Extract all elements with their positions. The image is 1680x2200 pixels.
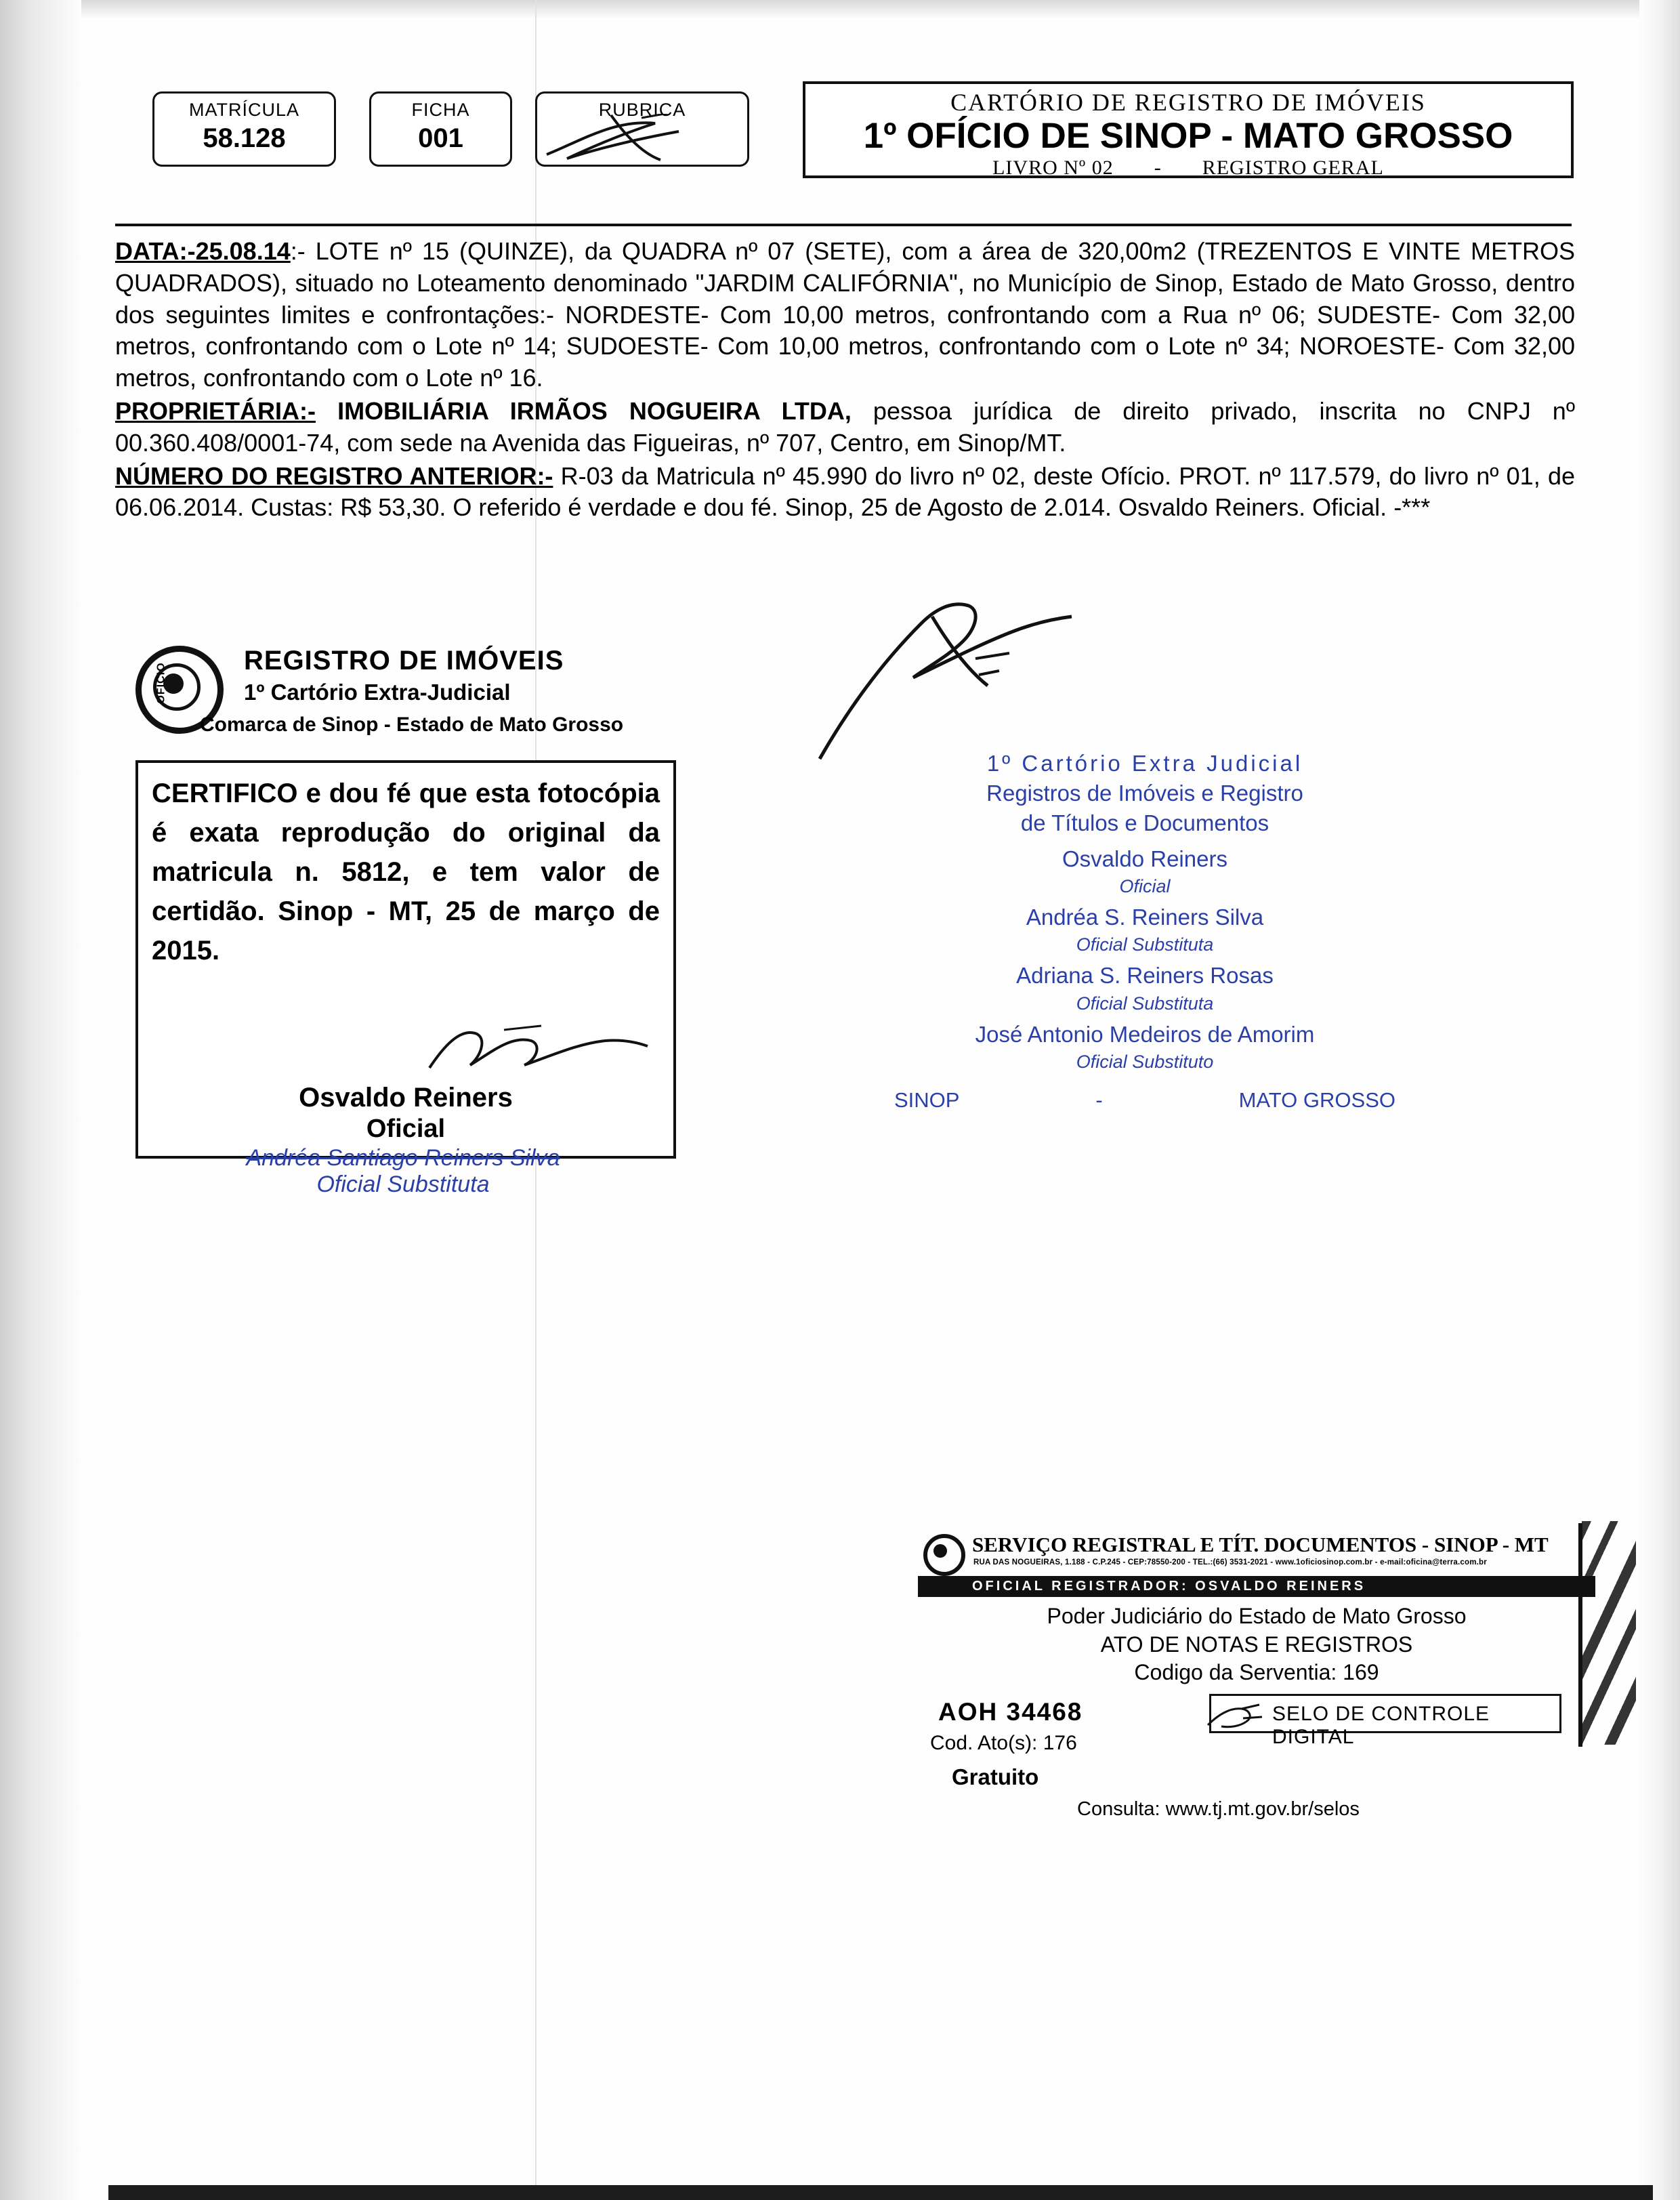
center-stamp-line2: Registros de Imóveis e Registro [986,781,1303,806]
owner-label: PROPRIETÁRIA:- [115,396,316,425]
center-person-2-role: Oficial Substituta [1076,993,1214,1014]
scan-edge-bottom [108,2185,1653,2200]
cartorio-registro: REGISTRO GERAL [1202,157,1384,179]
header-divider [115,224,1572,226]
center-stamp-location [887,1086,1402,1115]
rubrica-signature-icon [540,114,743,161]
owner-text: pessoa jurídica de direito privado, inscrita no CNPJ nº 00.360.408/0001-74, com sede na Avenida das Figueiras, nº 707, Centro, em Sinop/MT. [115,396,1575,457]
ficha-box [369,91,512,167]
scan-edge-top [0,0,1680,18]
center-person-0-role: Oficial [1119,875,1171,896]
previous-registry-label: NÚMERO DO REGISTRO ANTERIOR:- [115,461,553,490]
stamp-title-1: REGISTRO DE IMÓVEIS [244,646,564,676]
blue-substitute-stamp [193,1145,613,1198]
paragraph-date [115,236,1575,394]
rubrica-label: RUBRICA [598,100,686,120]
matricula-value: 58.128 [203,123,286,153]
certificate-signer [138,1083,673,1144]
blue-substitute-name: Andréa Santiago Reiners Silva [246,1145,560,1171]
certification-stamp [135,640,671,1159]
paragraph-previous-registry [115,461,1575,524]
center-person-3-name: José Antonio Medeiros de Amorim [975,1021,1315,1047]
stamp-title-2: 1º Cartório Extra-Judicial [244,680,511,705]
cartorio-line2: 1º OFÍCIO DE SINOP - MATO GROSSO [863,116,1513,156]
paragraph-owner [115,396,1575,459]
previous-registry-text: R-03 da Matricula nº 45.990 do livro nº 02, deste Ofício. PROT. nº 117.579, do livro nº 01, de 06.06.2014. Custas: R$ 53,30. O referido é verdade e dou fé. Sinop, 25 de Agosto de 2.014. Osvaldo Reiners. Oficial. -*** [115,461,1575,522]
digital-seal-line1: Poder Judiciário do Estado de Mato Grosso [1047,1604,1467,1628]
center-stamp-line1: 1º Cartório Extra Judicial [986,751,1303,776]
scan-artifact [1582,1521,1636,1745]
owner-name: IMOBILIÁRIA IRMÃOS NOGUEIRA LTDA, [337,396,852,425]
digital-seal-header [918,1531,1595,1572]
cartorio-title-box [803,81,1574,178]
cartorio-dash: - [1154,157,1162,179]
digital-seal-codes [918,1697,1595,1820]
center-person-2-name: Adriana S. Reiners Rosas [1016,963,1274,989]
certificate-signer-role: Oficial [366,1115,446,1143]
center-stamp-line3: de Títulos e Documentos [1020,810,1269,836]
scan-edge-right [1639,0,1680,2200]
seal-word: OFÍCIO [155,662,167,704]
seal-gratuito-label: Gratuito [952,1764,1039,1789]
certificate-box [135,760,676,1159]
date-label: DATA:-25.08.14 [115,237,291,265]
seal-control-box: SELO DE CONTROLE DIGITAL [1209,1694,1561,1733]
certificate-signer-name: Osvaldo Reiners [299,1083,513,1113]
cartorio-livro: LIVRO Nº 02 [992,157,1114,179]
digital-seal-line2: ATO DE NOTAS E REGISTROS [1100,1632,1413,1657]
center-stamp-dash: - [1095,1088,1103,1113]
seal-aoh-code: AOH 34468 [938,1697,1083,1726]
center-person-0-name: Osvaldo Reiners [1062,846,1227,871]
certificate-text: CERTIFICO e dou fé que esta fotocópia é exata reprodução do original da matricula n. 5812, e tem valor de certidão. Sinop - MT, 25 de março de 2015. [152,779,660,966]
digital-seal-officer-bar: OFICIAL REGISTRADOR: OSVALDO REINERS [918,1576,1595,1597]
digital-seal-title: SERVIÇO REGISTRAL E TÍT. DOCUMENTOS - SINOP - MT [972,1533,1549,1556]
cartorio-line1: CARTÓRIO DE REGISTRO DE IMÓVEIS [950,89,1426,116]
digital-seal-body [918,1602,1595,1687]
center-stamp-state: MATO GROSSO [1238,1088,1395,1113]
paragraph-date-text: :- LOTE nº 15 (QUINZE), da QUADRA nº 07 (SETE), com a área de 320,00m2 (TREZENTOS E VINTE METROS QUADRADOS), situado no Loteamento denominado "JARDIM CALIFÓRNIA", no Município de Sinop, Estado de Mato Grosso, dentro dos seguintes limites e confrontações:- NORDESTE- Com 10,00 metros, confrontando com a Rua nº 06; SUDESTE- Com 32,00 metros, confrontando com o Lote nº 14; SUDOESTE- Com 10,00 metros, confrontando com o Lote nº 34; NOROESTE- Com 32,00 metros, confrontando com o Lote nº 16. [115,237,1575,392]
digital-seal-address: RUA DAS NOGUEIRAS, 1.188 - C.P.245 - CEP:78550-200 - TEL.:(66) 3531-2021 - www.1oficiosinop.com.br - e-mail:oficina@terra.com.br [973,1558,1487,1566]
rubrica-box [535,91,749,167]
ficha-value: 001 [418,123,463,153]
oficial-signature-icon [806,596,1091,766]
center-blue-stamp [887,749,1402,1115]
center-person-1-role: Oficial Substituta [1076,934,1214,955]
digital-seal-block [918,1531,1595,1820]
seal-cod-ato: Cod. Ato(s): 176 [930,1731,1077,1754]
certificate-signature-icon [423,1020,653,1081]
center-person-1-name: Andréa S. Reiners Silva [1026,905,1264,930]
seal-consulta-url: Consulta: www.tj.mt.gov.br/selos [1077,1798,1360,1820]
center-stamp-city: SINOP [894,1088,960,1113]
ficha-label: FICHA [411,100,470,120]
registration-body [115,236,1575,525]
stamp-header [135,640,671,759]
serventia-seal-icon [923,1534,961,1569]
matricula-box [152,91,336,167]
stamp-title-3: Comarca de Sinop - Estado de Mato Grosso [200,713,624,736]
matricula-label: MATRÍCULA [188,100,299,120]
center-person-3-role: Oficial Substituto [1076,1052,1214,1073]
hand-stamp-icon [1202,1698,1277,1736]
scan-edge-left [0,0,81,2200]
cartorio-livro-row [805,157,1571,180]
digital-seal-line3: Codigo da Serventia: 169 [1134,1660,1379,1685]
blue-substitute-role: Oficial Substituta [316,1171,490,1197]
